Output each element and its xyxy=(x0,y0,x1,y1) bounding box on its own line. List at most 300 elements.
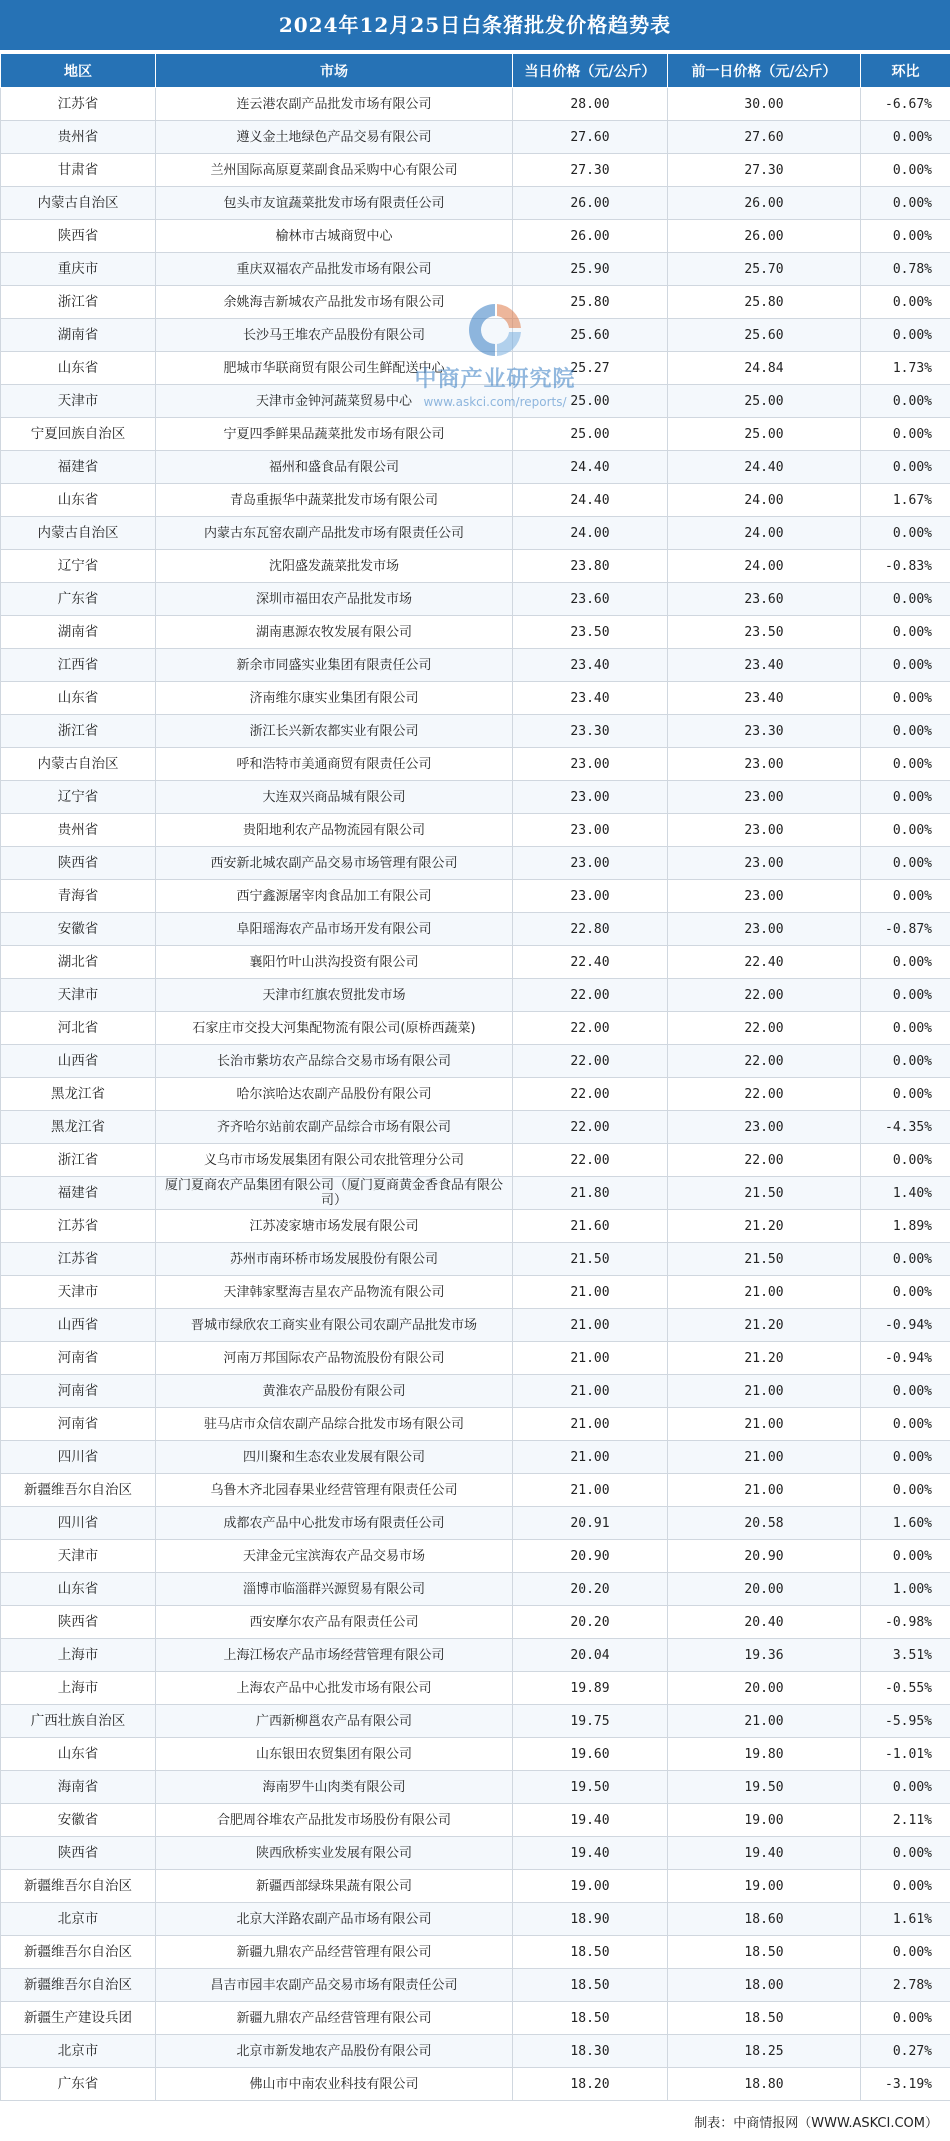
table-row xyxy=(1,1672,950,1705)
header-change: 环比 xyxy=(861,54,950,88)
table-row xyxy=(1,880,950,913)
cell-today-price: 23.00 xyxy=(513,814,668,847)
cell-region: 广东省 xyxy=(1,2068,156,2101)
cell-prev-price: 24.84 xyxy=(668,352,861,385)
watermark-url: www.askci.com/reports/ xyxy=(423,395,567,409)
cell-today-price: 21.00 xyxy=(513,1342,668,1375)
cell-market: 遵义金土地绿色产品交易有限公司 xyxy=(156,121,513,154)
cell-change: -0.87% xyxy=(861,913,950,946)
cell-today-price: 23.50 xyxy=(513,616,668,649)
cell-change: -0.94% xyxy=(861,1309,950,1342)
cell-today-price: 27.30 xyxy=(513,154,668,187)
table-row xyxy=(1,253,950,286)
table-row xyxy=(1,748,950,781)
cell-change: -5.95% xyxy=(861,1705,950,1738)
cell-region: 海南省 xyxy=(1,1771,156,1804)
cell-market: 长治市紫坊农产品综合交易市场有限公司 xyxy=(156,1045,513,1078)
cell-market: 长沙马王堆农产品股份有限公司 xyxy=(156,319,513,352)
cell-change: 0.00% xyxy=(861,121,950,154)
cell-today-price: 23.00 xyxy=(513,748,668,781)
table-row xyxy=(1,1177,950,1210)
table-row xyxy=(1,1342,950,1375)
cell-region: 山东省 xyxy=(1,1738,156,1771)
cell-prev-price: 27.30 xyxy=(668,154,861,187)
cell-today-price: 23.00 xyxy=(513,781,668,814)
cell-prev-price: 25.00 xyxy=(668,418,861,451)
table-row xyxy=(1,913,950,946)
cell-market: 乌鲁木齐北园春果业经营管理有限责任公司 xyxy=(156,1474,513,1507)
cell-change: 0.00% xyxy=(861,946,950,979)
table-row xyxy=(1,1507,950,1540)
cell-today-price: 19.89 xyxy=(513,1672,668,1705)
cell-today-price: 19.75 xyxy=(513,1705,668,1738)
cell-today-price: 20.91 xyxy=(513,1507,668,1540)
cell-region: 安徽省 xyxy=(1,913,156,946)
cell-market: 包头市友谊蔬菜批发市场有限责任公司 xyxy=(156,187,513,220)
cell-market: 天津市红旗农贸批发市场 xyxy=(156,979,513,1012)
cell-change: 0.00% xyxy=(861,286,950,319)
cell-market: 北京市新发地农产品股份有限公司 xyxy=(156,2035,513,2068)
cell-prev-price: 23.00 xyxy=(668,781,861,814)
cell-today-price: 23.00 xyxy=(513,847,668,880)
cell-today-price: 26.00 xyxy=(513,220,668,253)
cell-region: 浙江省 xyxy=(1,1144,156,1177)
cell-market: 余姚海吉新城农产品批发市场有限公司 xyxy=(156,286,513,319)
cell-today-price: 22.00 xyxy=(513,1012,668,1045)
table-row xyxy=(1,517,950,550)
cell-prev-price: 30.00 xyxy=(668,88,861,121)
cell-region: 湖北省 xyxy=(1,946,156,979)
table-row xyxy=(1,946,950,979)
cell-market: 哈尔滨哈达农副产品股份有限公司 xyxy=(156,1078,513,1111)
cell-today-price: 18.50 xyxy=(513,1969,668,2002)
cell-market: 广西新柳邕农产品有限公司 xyxy=(156,1705,513,1738)
cell-market: 连云港农副产品批发市场有限公司 xyxy=(156,88,513,121)
cell-change: 0.00% xyxy=(861,418,950,451)
cell-prev-price: 21.50 xyxy=(668,1177,861,1210)
cell-market: 阜阳瑶海农产品市场开发有限公司 xyxy=(156,913,513,946)
cell-market: 佛山市中南农业科技有限公司 xyxy=(156,2068,513,2101)
cell-change: 0.00% xyxy=(861,1870,950,1903)
cell-prev-price: 22.00 xyxy=(668,1078,861,1111)
cell-change: 0.00% xyxy=(861,847,950,880)
cell-change: 0.00% xyxy=(861,220,950,253)
cell-prev-price: 23.00 xyxy=(668,1111,861,1144)
cell-market: 宁夏四季鲜果品蔬菜批发市场有限公司 xyxy=(156,418,513,451)
cell-change: 1.67% xyxy=(861,484,950,517)
cell-region: 陕西省 xyxy=(1,1837,156,1870)
cell-prev-price: 20.00 xyxy=(668,1573,861,1606)
cell-region: 内蒙古自治区 xyxy=(1,187,156,220)
table-title: 2024年12月25日白条猪批发价格趋势表 xyxy=(0,0,950,50)
cell-market: 驻马店市众信农副产品综合批发市场有限公司 xyxy=(156,1408,513,1441)
cell-today-price: 19.00 xyxy=(513,1870,668,1903)
table-row xyxy=(1,682,950,715)
cell-change: -0.55% xyxy=(861,1672,950,1705)
cell-change: 0.00% xyxy=(861,154,950,187)
cell-region: 浙江省 xyxy=(1,715,156,748)
cell-region: 江苏省 xyxy=(1,1210,156,1243)
cell-prev-price: 18.25 xyxy=(668,2035,861,2068)
cell-region: 江西省 xyxy=(1,649,156,682)
table-row xyxy=(1,1045,950,1078)
cell-prev-price: 18.80 xyxy=(668,2068,861,2101)
table-row xyxy=(1,814,950,847)
cell-market: 四川聚和生态农业发展有限公司 xyxy=(156,1441,513,1474)
cell-region: 河南省 xyxy=(1,1375,156,1408)
cell-region: 天津市 xyxy=(1,1540,156,1573)
table-row xyxy=(1,616,950,649)
cell-today-price: 25.00 xyxy=(513,385,668,418)
cell-change: 0.00% xyxy=(861,682,950,715)
cell-region: 内蒙古自治区 xyxy=(1,517,156,550)
cell-prev-price: 18.60 xyxy=(668,1903,861,1936)
cell-today-price: 18.30 xyxy=(513,2035,668,2068)
cell-market: 沈阳盛发蔬菜批发市场 xyxy=(156,550,513,583)
cell-today-price: 23.40 xyxy=(513,649,668,682)
cell-region: 黑龙江省 xyxy=(1,1078,156,1111)
cell-change: 1.60% xyxy=(861,1507,950,1540)
cell-prev-price: 19.50 xyxy=(668,1771,861,1804)
cell-market: 浙江长兴新农都实业有限公司 xyxy=(156,715,513,748)
cell-region: 山东省 xyxy=(1,1573,156,1606)
cell-prev-price: 24.00 xyxy=(668,484,861,517)
cell-region: 上海市 xyxy=(1,1672,156,1705)
cell-market: 成都农产品中心批发市场有限责任公司 xyxy=(156,1507,513,1540)
cell-region: 天津市 xyxy=(1,1276,156,1309)
cell-prev-price: 19.80 xyxy=(668,1738,861,1771)
cell-change: 0.00% xyxy=(861,187,950,220)
cell-market: 山东银田农贸集团有限公司 xyxy=(156,1738,513,1771)
table-row xyxy=(1,1309,950,1342)
cell-market: 上海农产品中心批发市场有限公司 xyxy=(156,1672,513,1705)
cell-change: 0.00% xyxy=(861,1276,950,1309)
cell-region: 内蒙古自治区 xyxy=(1,748,156,781)
table-row xyxy=(1,1903,950,1936)
cell-region: 辽宁省 xyxy=(1,550,156,583)
cell-change: 1.61% xyxy=(861,1903,950,1936)
cell-prev-price: 20.00 xyxy=(668,1672,861,1705)
cell-region: 新疆维吾尔自治区 xyxy=(1,1969,156,2002)
table-row xyxy=(1,1111,950,1144)
cell-market: 大连双兴商品城有限公司 xyxy=(156,781,513,814)
cell-today-price: 22.00 xyxy=(513,979,668,1012)
cell-region: 天津市 xyxy=(1,979,156,1012)
table-row xyxy=(1,649,950,682)
cell-region: 北京市 xyxy=(1,2035,156,2068)
cell-today-price: 21.00 xyxy=(513,1375,668,1408)
cell-prev-price: 21.00 xyxy=(668,1474,861,1507)
cell-prev-price: 25.60 xyxy=(668,319,861,352)
cell-change: -6.67% xyxy=(861,88,950,121)
cell-market: 天津市金钟河蔬菜贸易中心 xyxy=(156,385,513,418)
table-row xyxy=(1,1441,950,1474)
cell-prev-price: 23.40 xyxy=(668,682,861,715)
cell-prev-price: 21.20 xyxy=(668,1309,861,1342)
cell-change: 0.00% xyxy=(861,385,950,418)
cell-region: 辽宁省 xyxy=(1,781,156,814)
cell-prev-price: 22.40 xyxy=(668,946,861,979)
cell-market: 黄淮农产品股份有限公司 xyxy=(156,1375,513,1408)
table-row xyxy=(1,1738,950,1771)
cell-region: 福建省 xyxy=(1,1177,156,1210)
table-row xyxy=(1,1804,950,1837)
cell-today-price: 19.40 xyxy=(513,1837,668,1870)
cell-prev-price: 23.30 xyxy=(668,715,861,748)
table-row xyxy=(1,1012,950,1045)
cell-region: 安徽省 xyxy=(1,1804,156,1837)
cell-prev-price: 27.60 xyxy=(668,121,861,154)
cell-prev-price: 23.00 xyxy=(668,880,861,913)
cell-change: -3.19% xyxy=(861,2068,950,2101)
cell-change: 0.00% xyxy=(861,715,950,748)
cell-prev-price: 18.50 xyxy=(668,1936,861,1969)
cell-market: 天津金元宝滨海农产品交易市场 xyxy=(156,1540,513,1573)
cell-region: 广西壮族自治区 xyxy=(1,1705,156,1738)
header-region: 地区 xyxy=(1,54,156,88)
cell-change: 0.00% xyxy=(861,1474,950,1507)
cell-change: 0.00% xyxy=(861,649,950,682)
cell-change: 1.73% xyxy=(861,352,950,385)
cell-prev-price: 19.36 xyxy=(668,1639,861,1672)
cell-today-price: 21.00 xyxy=(513,1441,668,1474)
table-row xyxy=(1,352,950,385)
cell-change: 3.51% xyxy=(861,1639,950,1672)
header-prev-price: 前一日价格（元/公斤） xyxy=(668,54,861,88)
cell-today-price: 20.90 xyxy=(513,1540,668,1573)
table-row xyxy=(1,847,950,880)
cell-prev-price: 22.00 xyxy=(668,1144,861,1177)
cell-today-price: 22.00 xyxy=(513,1078,668,1111)
header-today-price: 当日价格（元/公斤） xyxy=(513,54,668,88)
table-row xyxy=(1,1639,950,1672)
cell-market: 西宁鑫源屠宰肉食品加工有限公司 xyxy=(156,880,513,913)
cell-prev-price: 18.50 xyxy=(668,2002,861,2035)
cell-region: 新疆维吾尔自治区 xyxy=(1,1474,156,1507)
cell-market: 厦门夏商农产品集团有限公司（厦门夏商黄金香食品有限公司） xyxy=(156,1177,513,1210)
table-row xyxy=(1,1771,950,1804)
cell-change: 0.00% xyxy=(861,1012,950,1045)
cell-region: 新疆维吾尔自治区 xyxy=(1,1936,156,1969)
cell-region: 陕西省 xyxy=(1,847,156,880)
table-row xyxy=(1,1276,950,1309)
cell-region: 宁夏回族自治区 xyxy=(1,418,156,451)
cell-region: 广东省 xyxy=(1,583,156,616)
cell-market: 河南万邦国际农产品物流股份有限公司 xyxy=(156,1342,513,1375)
cell-prev-price: 22.00 xyxy=(668,1012,861,1045)
table-row xyxy=(1,1210,950,1243)
cell-today-price: 21.60 xyxy=(513,1210,668,1243)
cell-change: 0.00% xyxy=(861,979,950,1012)
cell-region: 湖南省 xyxy=(1,319,156,352)
cell-prev-price: 21.00 xyxy=(668,1705,861,1738)
table-row xyxy=(1,2002,950,2035)
cell-region: 甘肃省 xyxy=(1,154,156,187)
cell-market: 合肥周谷堆农产品批发市场股份有限公司 xyxy=(156,1804,513,1837)
cell-market: 新疆西部绿珠果蔬有限公司 xyxy=(156,1870,513,1903)
cell-market: 新疆九鼎农产品经营管理有限公司 xyxy=(156,1936,513,1969)
price-table xyxy=(0,53,950,2101)
cell-prev-price: 19.40 xyxy=(668,1837,861,1870)
table-row xyxy=(1,88,950,121)
cell-change: 0.00% xyxy=(861,583,950,616)
cell-today-price: 25.27 xyxy=(513,352,668,385)
cell-prev-price: 25.00 xyxy=(668,385,861,418)
cell-today-price: 19.50 xyxy=(513,1771,668,1804)
cell-market: 苏州市南环桥市场发展股份有限公司 xyxy=(156,1243,513,1276)
cell-today-price: 22.40 xyxy=(513,946,668,979)
cell-prev-price: 21.00 xyxy=(668,1375,861,1408)
cell-prev-price: 21.20 xyxy=(668,1342,861,1375)
cell-market: 江苏凌家塘市场发展有限公司 xyxy=(156,1210,513,1243)
cell-market: 榆林市古城商贸中心 xyxy=(156,220,513,253)
cell-change: 0.00% xyxy=(861,1144,950,1177)
cell-market: 襄阳竹叶山洪沟投资有限公司 xyxy=(156,946,513,979)
cell-change: 0.00% xyxy=(861,880,950,913)
cell-today-price: 25.90 xyxy=(513,253,668,286)
cell-market: 上海江杨农产品市场经营管理有限公司 xyxy=(156,1639,513,1672)
cell-today-price: 21.80 xyxy=(513,1177,668,1210)
cell-today-price: 21.00 xyxy=(513,1474,668,1507)
cell-today-price: 25.60 xyxy=(513,319,668,352)
source-footer: 制表：中商情报网（WWW.ASKCI.COM） xyxy=(694,2116,938,2131)
cell-market: 湖南惠源农牧发展有限公司 xyxy=(156,616,513,649)
table-row xyxy=(1,154,950,187)
cell-prev-price: 23.40 xyxy=(668,649,861,682)
cell-change: -1.01% xyxy=(861,1738,950,1771)
cell-region: 河北省 xyxy=(1,1012,156,1045)
cell-today-price: 21.00 xyxy=(513,1309,668,1342)
cell-prev-price: 22.00 xyxy=(668,979,861,1012)
cell-today-price: 24.40 xyxy=(513,484,668,517)
table-row xyxy=(1,979,950,1012)
cell-change: 0.00% xyxy=(861,1936,950,1969)
cell-today-price: 23.80 xyxy=(513,550,668,583)
cell-today-price: 28.00 xyxy=(513,88,668,121)
cell-market: 福州和盛食品有限公司 xyxy=(156,451,513,484)
cell-today-price: 24.00 xyxy=(513,517,668,550)
cell-change: 0.00% xyxy=(861,1771,950,1804)
cell-change: -0.94% xyxy=(861,1342,950,1375)
cell-change: 0.00% xyxy=(861,517,950,550)
cell-region: 重庆市 xyxy=(1,253,156,286)
cell-region: 四川省 xyxy=(1,1507,156,1540)
cell-market: 北京大洋路农副产品市场有限公司 xyxy=(156,1903,513,1936)
cell-prev-price: 23.00 xyxy=(668,847,861,880)
cell-change: 0.00% xyxy=(861,1375,950,1408)
table-row xyxy=(1,484,950,517)
cell-region: 陕西省 xyxy=(1,1606,156,1639)
cell-region: 上海市 xyxy=(1,1639,156,1672)
cell-change: 0.00% xyxy=(861,748,950,781)
cell-prev-price: 25.70 xyxy=(668,253,861,286)
table-row xyxy=(1,187,950,220)
cell-today-price: 21.00 xyxy=(513,1408,668,1441)
cell-change: 0.78% xyxy=(861,253,950,286)
cell-prev-price: 24.00 xyxy=(668,517,861,550)
cell-today-price: 22.00 xyxy=(513,1045,668,1078)
cell-region: 贵州省 xyxy=(1,814,156,847)
cell-change: 0.00% xyxy=(861,2002,950,2035)
cell-today-price: 20.20 xyxy=(513,1573,668,1606)
table-row xyxy=(1,1243,950,1276)
cell-today-price: 26.00 xyxy=(513,187,668,220)
cell-today-price: 20.04 xyxy=(513,1639,668,1672)
cell-market: 齐齐哈尔站前农副产品综合市场有限公司 xyxy=(156,1111,513,1144)
cell-prev-price: 19.00 xyxy=(668,1870,861,1903)
cell-change: -0.83% xyxy=(861,550,950,583)
cell-change: 0.00% xyxy=(861,1408,950,1441)
cell-prev-price: 23.00 xyxy=(668,814,861,847)
cell-region: 黑龙江省 xyxy=(1,1111,156,1144)
table-row xyxy=(1,1870,950,1903)
cell-prev-price: 23.50 xyxy=(668,616,861,649)
cell-region: 新疆维吾尔自治区 xyxy=(1,1870,156,1903)
cell-region: 江苏省 xyxy=(1,88,156,121)
cell-market: 新疆九鼎农产品经营管理有限公司 xyxy=(156,2002,513,2035)
table-row xyxy=(1,418,950,451)
cell-market: 济南维尔康实业集团有限公司 xyxy=(156,682,513,715)
cell-market: 西安摩尔农产品有限责任公司 xyxy=(156,1606,513,1639)
table-row xyxy=(1,1936,950,1969)
table-row xyxy=(1,715,950,748)
cell-today-price: 27.60 xyxy=(513,121,668,154)
cell-prev-price: 20.90 xyxy=(668,1540,861,1573)
cell-change: 0.00% xyxy=(861,1441,950,1474)
cell-region: 天津市 xyxy=(1,385,156,418)
cell-change: 0.00% xyxy=(861,319,950,352)
cell-today-price: 19.40 xyxy=(513,1804,668,1837)
cell-region: 山东省 xyxy=(1,682,156,715)
cell-today-price: 23.60 xyxy=(513,583,668,616)
cell-prev-price: 21.00 xyxy=(668,1441,861,1474)
cell-change: 2.78% xyxy=(861,1969,950,2002)
table-row xyxy=(1,1573,950,1606)
cell-market: 呼和浩特市美通商贸有限责任公司 xyxy=(156,748,513,781)
cell-prev-price: 21.20 xyxy=(668,1210,861,1243)
cell-prev-price: 20.40 xyxy=(668,1606,861,1639)
table-row xyxy=(1,121,950,154)
cell-change: 0.00% xyxy=(861,1243,950,1276)
table-row xyxy=(1,1078,950,1111)
table-row xyxy=(1,451,950,484)
cell-change: 1.00% xyxy=(861,1573,950,1606)
cell-market: 义乌市市场发展集团有限公司农批管理分公司 xyxy=(156,1144,513,1177)
cell-prev-price: 24.40 xyxy=(668,451,861,484)
cell-market: 新余市同盛实业集团有限责任公司 xyxy=(156,649,513,682)
cell-change: 0.00% xyxy=(861,781,950,814)
cell-prev-price: 22.00 xyxy=(668,1045,861,1078)
cell-prev-price: 20.58 xyxy=(668,1507,861,1540)
cell-prev-price: 23.60 xyxy=(668,583,861,616)
cell-change: 0.27% xyxy=(861,2035,950,2068)
table-row xyxy=(1,583,950,616)
table-row xyxy=(1,2035,950,2068)
cell-today-price: 22.00 xyxy=(513,1111,668,1144)
cell-change: 0.00% xyxy=(861,814,950,847)
table-row xyxy=(1,550,950,583)
cell-region: 浙江省 xyxy=(1,286,156,319)
cell-region: 青海省 xyxy=(1,880,156,913)
cell-region: 山东省 xyxy=(1,484,156,517)
cell-region: 贵州省 xyxy=(1,121,156,154)
cell-prev-price: 21.50 xyxy=(668,1243,861,1276)
cell-market: 西安新北城农副产品交易市场管理有限公司 xyxy=(156,847,513,880)
cell-prev-price: 25.80 xyxy=(668,286,861,319)
cell-region: 北京市 xyxy=(1,1903,156,1936)
cell-market: 内蒙古东瓦窑农副产品批发市场有限责任公司 xyxy=(156,517,513,550)
cell-market: 昌吉市园丰农副产品交易市场有限责任公司 xyxy=(156,1969,513,2002)
